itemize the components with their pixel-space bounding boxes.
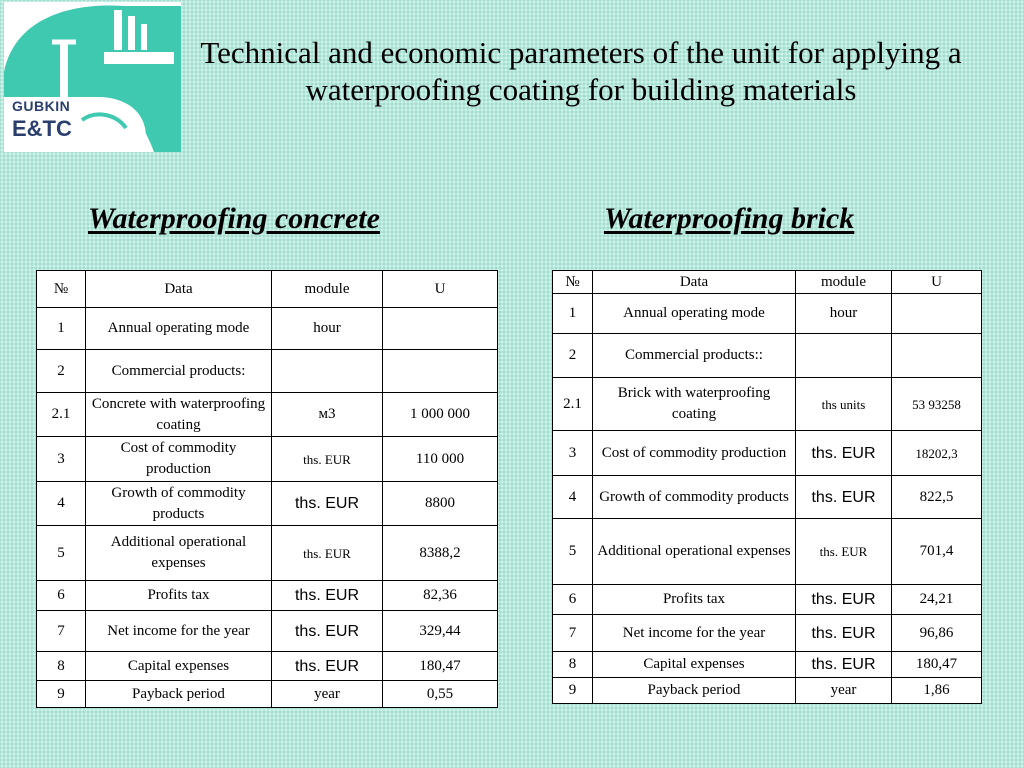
- col-header-module: module: [796, 271, 892, 294]
- row-number: 2.1: [553, 378, 593, 431]
- row-module: ths. EUR: [272, 526, 383, 581]
- row-value: 1 000 000: [383, 393, 498, 437]
- row-module: year: [796, 678, 892, 704]
- row-module: ths. EUR: [272, 611, 383, 652]
- row-module: [796, 334, 892, 378]
- row-value: [383, 350, 498, 393]
- row-module: м3: [272, 393, 383, 437]
- row-number: 2.1: [37, 393, 86, 437]
- gubkin-logo: [4, 2, 181, 152]
- row-number: 3: [553, 431, 593, 476]
- row-value: 701,4: [892, 519, 982, 585]
- table-row: [553, 615, 982, 652]
- row-data: Commercial products:: [86, 350, 272, 393]
- table-row: [37, 437, 498, 482]
- row-data: Growth of commodity products: [86, 482, 272, 526]
- row-value: 8388,2: [383, 526, 498, 581]
- table-row: [553, 476, 982, 519]
- row-value: [892, 334, 982, 378]
- row-module: ths. EUR: [796, 476, 892, 519]
- table-row: [37, 611, 498, 652]
- concrete-table: [36, 270, 498, 708]
- col-header-number: №: [553, 271, 593, 294]
- col-header-module: module: [272, 271, 383, 308]
- row-module: ths. EUR: [272, 437, 383, 482]
- row-number: 6: [37, 581, 86, 611]
- table-row: [553, 294, 982, 334]
- row-module: hour: [272, 308, 383, 350]
- brick-table: [552, 270, 982, 704]
- row-value: 8800: [383, 482, 498, 526]
- row-module: ths. EUR: [796, 519, 892, 585]
- row-data: Additional operational expenses: [593, 519, 796, 585]
- row-number: 4: [37, 482, 86, 526]
- row-module: ths. EUR: [272, 482, 383, 526]
- slide-title: Technical and economic parameters of the unit for applying a waterproofing coating for building materials: [200, 35, 962, 107]
- row-module: ths. EUR: [272, 581, 383, 611]
- row-value: [383, 308, 498, 350]
- row-module: ths. EUR: [796, 431, 892, 476]
- col-header-value: U: [383, 271, 498, 308]
- row-value: 18202,3: [892, 431, 982, 476]
- row-data: Net income for the year: [593, 615, 796, 652]
- row-data: Annual operating mode: [86, 308, 272, 350]
- row-data: Profits tax: [86, 581, 272, 611]
- row-number: 3: [37, 437, 86, 482]
- row-data: Profits tax: [593, 585, 796, 615]
- row-data: Brick with waterproofing coating: [593, 378, 796, 431]
- row-value: 24,21: [892, 585, 982, 615]
- row-data: Cost of commodity production: [593, 431, 796, 476]
- row-value: [892, 294, 982, 334]
- row-data: Capital expenses: [86, 652, 272, 681]
- row-number: 9: [553, 678, 593, 704]
- row-value: 180,47: [383, 652, 498, 681]
- row-data: Growth of commodity products: [593, 476, 796, 519]
- row-value: 96,86: [892, 615, 982, 652]
- col-header-number: №: [37, 271, 86, 308]
- row-value: 53 93258: [892, 378, 982, 431]
- table-row: [37, 482, 498, 526]
- table-row: [553, 334, 982, 378]
- row-module: ths. EUR: [796, 585, 892, 615]
- col-header-value: U: [892, 271, 982, 294]
- heading-concrete: Waterproofing concrete: [88, 202, 380, 235]
- table-row: [553, 378, 982, 431]
- row-data: Additional operational expenses: [86, 526, 272, 581]
- row-number: 4: [553, 476, 593, 519]
- row-module: ths. EUR: [796, 652, 892, 678]
- table-row: [553, 678, 982, 704]
- row-data: Net income for the year: [86, 611, 272, 652]
- row-value: 822,5: [892, 476, 982, 519]
- row-number: 1: [553, 294, 593, 334]
- row-data: Cost of commodity production: [86, 437, 272, 482]
- row-module: hour: [796, 294, 892, 334]
- table-row: [553, 519, 982, 585]
- heading-brick: Waterproofing brick: [604, 202, 855, 235]
- row-number: 8: [37, 652, 86, 681]
- row-data: Capital expenses: [593, 652, 796, 678]
- row-value: 110 000: [383, 437, 498, 482]
- row-number: 5: [37, 526, 86, 581]
- row-data: Payback period: [86, 681, 272, 708]
- row-data: Annual operating mode: [593, 294, 796, 334]
- row-data: Concrete with waterproofing coating: [86, 393, 272, 437]
- table-row: [553, 652, 982, 678]
- row-number: 2: [553, 334, 593, 378]
- table-header-row: [553, 271, 982, 294]
- row-value: 0,55: [383, 681, 498, 708]
- row-number: 1: [37, 308, 86, 350]
- row-number: 6: [553, 585, 593, 615]
- table-row: [37, 308, 498, 350]
- row-number: 9: [37, 681, 86, 708]
- row-data: Commercial products::: [593, 334, 796, 378]
- row-module: [272, 350, 383, 393]
- table-row: [37, 526, 498, 581]
- row-data: Payback period: [593, 678, 796, 704]
- row-value: 180,47: [892, 652, 982, 678]
- table-row: [37, 581, 498, 611]
- table-row: [37, 350, 498, 393]
- row-value: 329,44: [383, 611, 498, 652]
- row-number: 7: [553, 615, 593, 652]
- table-row: [37, 681, 498, 708]
- col-header-data: Data: [593, 271, 796, 294]
- logo-text-gubkin: GUBKIN: [12, 98, 71, 114]
- row-number: 2: [37, 350, 86, 393]
- row-number: 8: [553, 652, 593, 678]
- row-module: ths units: [796, 378, 892, 431]
- col-header-data: Data: [86, 271, 272, 308]
- table-row: [37, 393, 498, 437]
- logo-text-etc: E&TC: [12, 116, 72, 141]
- row-module: ths. EUR: [272, 652, 383, 681]
- row-value: 82,36: [383, 581, 498, 611]
- table-row: [553, 585, 982, 615]
- row-value: 1,86: [892, 678, 982, 704]
- row-number: 7: [37, 611, 86, 652]
- row-module: year: [272, 681, 383, 708]
- table-row: [553, 431, 982, 476]
- row-number: 5: [553, 519, 593, 585]
- table-row: [37, 652, 498, 681]
- row-module: ths. EUR: [796, 615, 892, 652]
- table-header-row: [37, 271, 498, 308]
